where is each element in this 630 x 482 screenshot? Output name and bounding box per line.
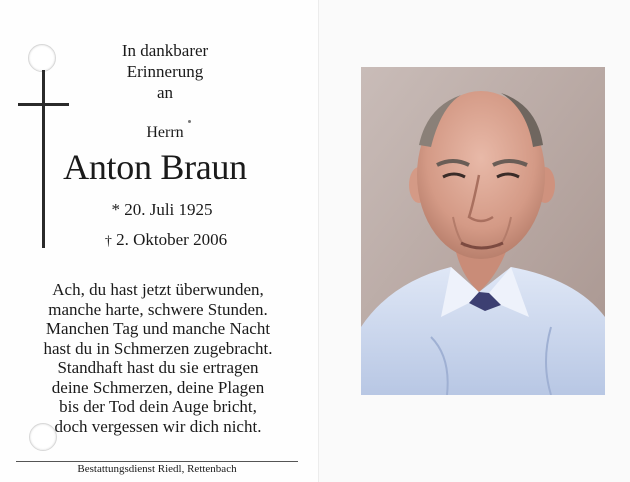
poem-line: Manchen Tag und manche Nacht <box>45 319 271 338</box>
intro-line: an <box>156 83 174 102</box>
intro-text <box>60 40 270 103</box>
deceased-name: Anton Braun <box>63 147 247 187</box>
birth-date-line <box>72 200 252 220</box>
funeral-service-credit: Bestattungsdienst Riedl, Rettenbach <box>77 463 237 475</box>
print-speck <box>188 120 191 123</box>
poem <box>18 280 298 436</box>
poem-line: doch vergessen wir dich nicht. <box>54 416 262 436</box>
portrait-illustration <box>361 67 605 395</box>
star-icon: * <box>111 200 120 219</box>
poem-line: hast du in Schmerzen zugebracht. <box>43 338 273 358</box>
salutation: Herrn <box>146 124 184 141</box>
fold-line <box>318 0 319 482</box>
poem-line: bis der Tod dein Auge bricht, <box>59 397 257 416</box>
poem-line: manche harte, schwere Stunden. <box>48 299 268 319</box>
death-date-line <box>76 230 256 250</box>
portrait-photo <box>361 67 605 395</box>
poem-line: Standhaft hast du sie ertragen <box>57 358 259 377</box>
footer-divider <box>16 461 298 462</box>
intro-line: Erinnerung <box>126 62 204 81</box>
birth-date: 20. Juli 1925 <box>124 200 213 219</box>
death-date: 2. Oktober 2006 <box>116 230 228 249</box>
poem-line: deine Schmerzen, deine Plagen <box>51 377 265 397</box>
punch-hole-icon <box>28 44 56 72</box>
intro-line: In dankbarer <box>121 41 209 60</box>
dagger-icon: † <box>104 234 112 249</box>
poem-line: Ach, du hast jetzt überwunden, <box>52 280 264 299</box>
